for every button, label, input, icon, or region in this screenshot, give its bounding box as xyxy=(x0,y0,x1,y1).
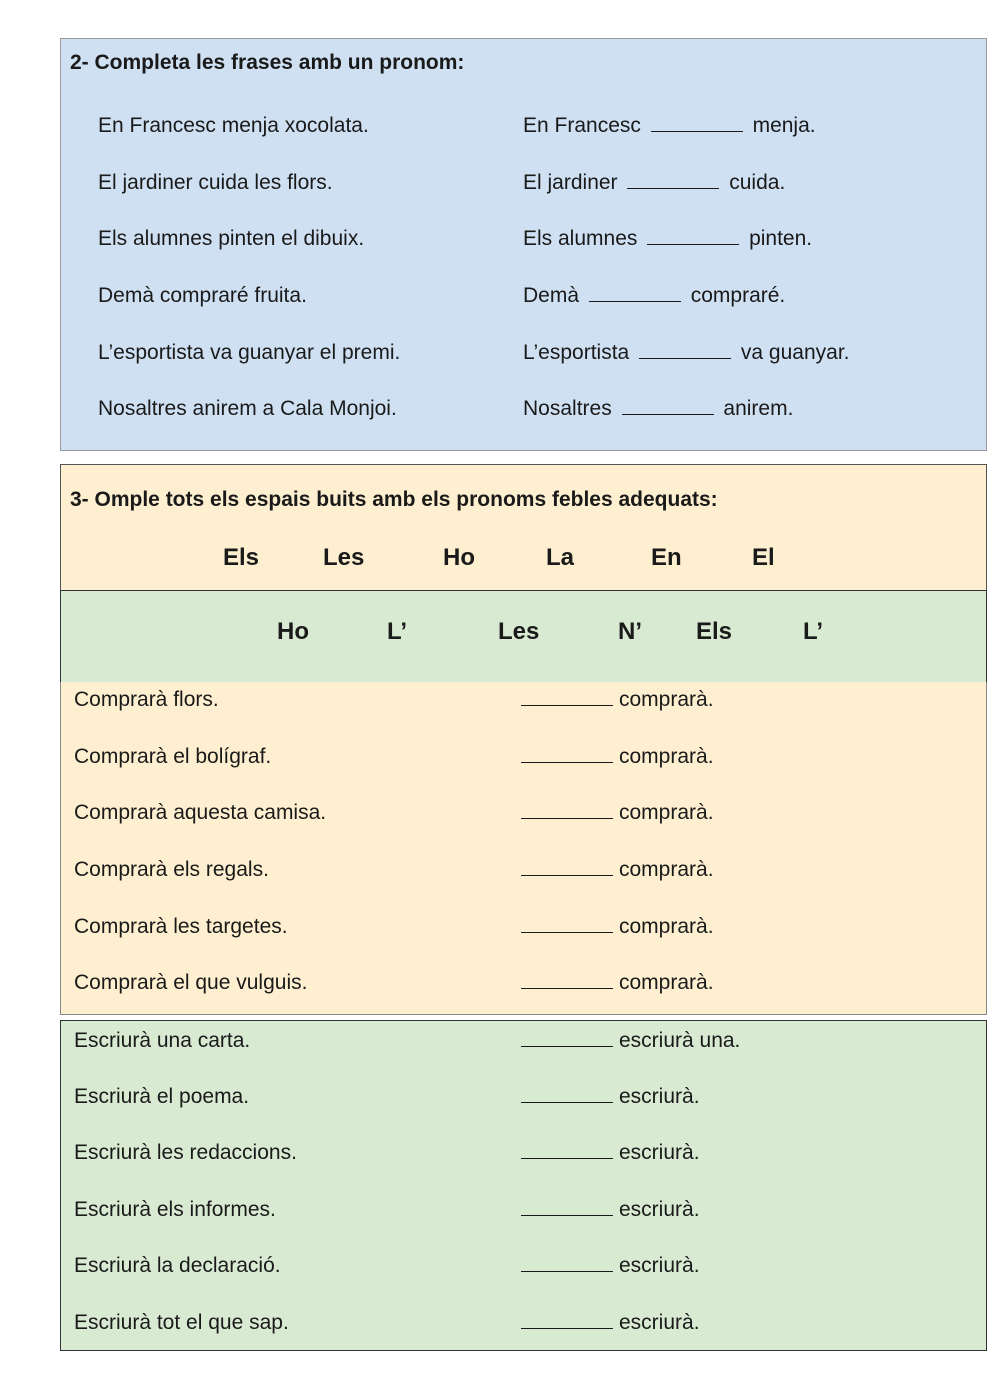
ex3-completion: escriurà una. xyxy=(521,1029,740,1053)
exercise-3-buy-section xyxy=(60,682,987,1015)
ex2-sentence: El jardiner cuida les flors. xyxy=(98,171,333,194)
ex2-completion: Nosaltres anirem. xyxy=(523,397,794,420)
ex3-sentence: Comprarà el bolígraf. xyxy=(74,745,272,768)
answer-blank[interactable] xyxy=(627,187,719,189)
answer-blank[interactable] xyxy=(521,1270,613,1272)
ex3-completion: escriurà. xyxy=(521,1311,700,1335)
answer-blank[interactable] xyxy=(589,300,681,302)
ex3-completion: escriurà. xyxy=(521,1198,700,1222)
ex3-sentence: Comprarà flors. xyxy=(74,688,219,711)
word-bank-item[interactable]: La xyxy=(546,544,575,571)
ex3-sentence: Escriurà el poema. xyxy=(74,1085,250,1108)
ex3-completion: escriurà. xyxy=(521,1085,700,1109)
ex2-sentence: En Francesc menja xocolata. xyxy=(98,114,369,137)
word-bank-item[interactable]: N’ xyxy=(618,618,642,645)
ex3-sentence: Comprarà els regals. xyxy=(74,858,269,881)
ex3-sentence: Comprarà el que vulguis. xyxy=(74,971,308,994)
ex3-sentence: Escriurà les redaccions. xyxy=(74,1141,297,1164)
answer-blank[interactable] xyxy=(639,357,731,359)
ex2-completion: L’esportista va guanyar. xyxy=(523,341,850,364)
answer-blank[interactable] xyxy=(521,1101,613,1103)
answer-blank[interactable] xyxy=(521,931,613,933)
answer-blank[interactable] xyxy=(521,1214,613,1216)
ex2-completion: Demà compraré. xyxy=(523,284,786,307)
ex3-completion: comprarà. xyxy=(521,971,714,995)
ex3-sentence: Comprarà les targetes. xyxy=(74,915,288,938)
word-bank-item[interactable]: L’ xyxy=(387,618,408,645)
ex3-completion: escriurà. xyxy=(521,1141,700,1165)
exercise-2-section xyxy=(60,38,987,451)
word-bank-item[interactable]: L’ xyxy=(803,618,824,645)
ex2-completion: Els alumnes pinten. xyxy=(523,227,813,250)
exercise-3-title: 3- Omple tots els espais buits amb els pronoms febles adequats: xyxy=(70,488,718,511)
answer-blank[interactable] xyxy=(647,243,739,245)
answer-blank[interactable] xyxy=(521,1157,613,1159)
ex3-completion: comprarà. xyxy=(521,801,714,825)
ex3-completion: comprarà. xyxy=(521,745,714,769)
word-bank-item[interactable]: Ho xyxy=(277,618,309,645)
ex3-completion: comprarà. xyxy=(521,688,714,712)
answer-blank[interactable] xyxy=(521,817,613,819)
answer-blank[interactable] xyxy=(521,874,613,876)
answer-blank[interactable] xyxy=(521,704,613,706)
ex2-completion: El jardiner cuida. xyxy=(523,171,786,194)
word-bank-item[interactable]: Les xyxy=(323,544,365,571)
ex3-sentence: Comprarà aquesta camisa. xyxy=(74,801,327,824)
answer-blank[interactable] xyxy=(521,1327,613,1329)
ex3-completion: comprarà. xyxy=(521,858,714,882)
ex3-sentence: Escriurà la declaració. xyxy=(74,1254,281,1277)
word-bank-item[interactable]: Ho xyxy=(443,544,475,571)
answer-blank[interactable] xyxy=(521,987,613,989)
answer-blank[interactable] xyxy=(521,1045,613,1047)
exercise-3-write-section xyxy=(60,1020,987,1351)
exercise-3-header xyxy=(60,464,987,591)
word-bank-item[interactable]: Els xyxy=(696,618,733,645)
answer-blank[interactable] xyxy=(622,413,714,415)
word-bank-2 xyxy=(60,590,987,683)
exercise-2-title: 2- Completa les frases amb un pronom: xyxy=(70,51,465,74)
ex3-sentence: Escriurà tot el que sap. xyxy=(74,1311,289,1334)
ex2-sentence: Demà compraré fruita. xyxy=(98,284,307,307)
ex3-sentence: Escriurà una carta. xyxy=(74,1029,251,1052)
word-bank-item[interactable]: El xyxy=(752,544,775,571)
ex3-completion: comprarà. xyxy=(521,915,714,939)
ex2-completion: En Francesc menja. xyxy=(523,114,816,137)
word-bank-item[interactable]: Les xyxy=(498,618,540,645)
ex3-completion: escriurà. xyxy=(521,1254,700,1278)
word-bank-item[interactable]: Els xyxy=(223,544,260,571)
answer-blank[interactable] xyxy=(521,761,613,763)
ex2-sentence: L’esportista va guanyar el premi. xyxy=(98,341,401,364)
word-bank-item[interactable]: En xyxy=(651,544,682,571)
answer-blank[interactable] xyxy=(651,130,743,132)
ex3-sentence: Escriurà els informes. xyxy=(74,1198,276,1221)
ex2-sentence: Els alumnes pinten el dibuix. xyxy=(98,227,365,250)
ex2-sentence: Nosaltres anirem a Cala Monjoi. xyxy=(98,397,397,420)
